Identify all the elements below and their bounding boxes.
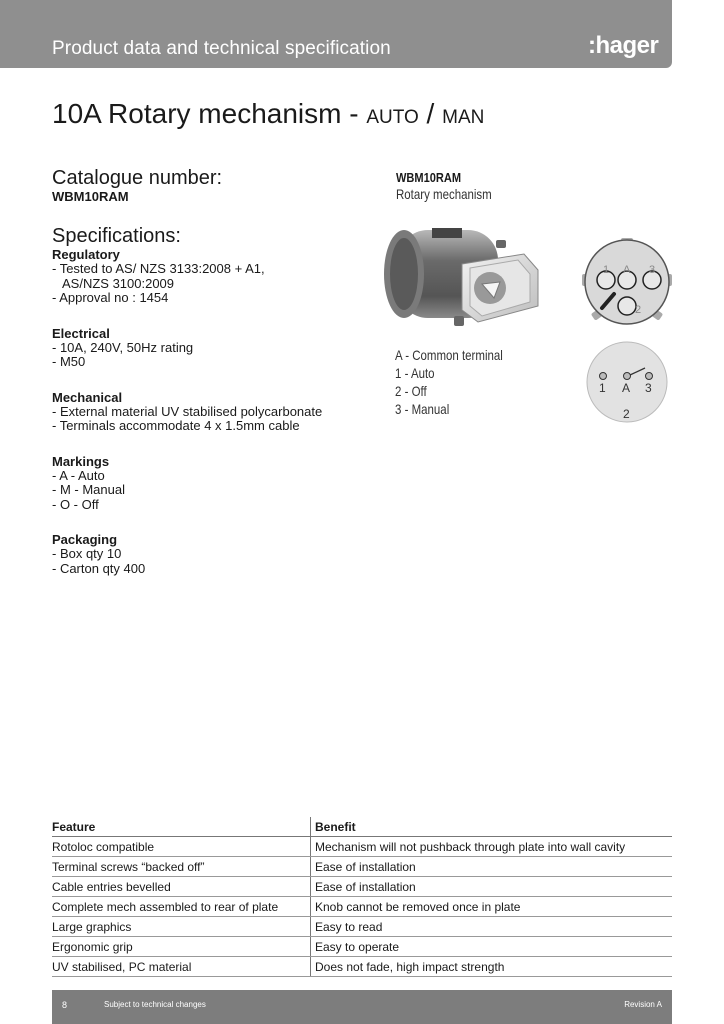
list-item: - External material UV stabilised polycarbonate bbox=[52, 403, 323, 419]
section-title: Mechanical bbox=[52, 389, 123, 405]
list-item: - 10A, 240V, 50Hz rating bbox=[52, 339, 194, 355]
feature-cell: Rotoloc compatible bbox=[52, 837, 311, 857]
page-title bbox=[52, 98, 484, 130]
legend-item: 1 - Auto bbox=[395, 365, 435, 381]
page-header bbox=[0, 0, 672, 68]
benefit-cell: Mechanism will not pushback through plate into wall cavity bbox=[311, 837, 673, 857]
switch-label-2: 2 bbox=[623, 407, 630, 421]
terminal-layout-diagram bbox=[578, 236, 676, 326]
title-main: 10A Rotary mechanism - bbox=[52, 98, 367, 129]
terminal-label-1: 1 bbox=[603, 264, 610, 276]
benefit-cell: Ease of installation bbox=[311, 877, 673, 897]
column-header-benefit: Benefit bbox=[311, 817, 673, 837]
feature-cell: Large graphics bbox=[52, 917, 311, 937]
page-number: 8 bbox=[62, 1000, 68, 1010]
specifications-column bbox=[52, 168, 382, 576]
electrical-section bbox=[52, 326, 382, 370]
table-row bbox=[52, 897, 672, 917]
list-item: - M50 bbox=[52, 354, 86, 369]
regulatory-section bbox=[52, 247, 382, 306]
table-row bbox=[52, 937, 672, 957]
benefit-cell: Knob cannot be removed once in plate bbox=[311, 897, 673, 917]
legend-item: 2 - Off bbox=[395, 383, 427, 399]
feature-cell: UV stabilised, PC material bbox=[52, 957, 311, 977]
legend-item: A - Common terminal bbox=[395, 347, 503, 363]
column-header-feature: Feature bbox=[52, 817, 311, 837]
benefit-cell: Ease of installation bbox=[311, 857, 673, 877]
switch-label-3: 3 bbox=[645, 381, 652, 395]
switch-schematic-diagram bbox=[585, 340, 669, 424]
title-auto: AUTO bbox=[366, 107, 419, 128]
feature-cell: Terminal screws “backed off” bbox=[52, 857, 311, 877]
legend-item: 3 - Manual bbox=[395, 401, 450, 417]
benefit-cell: Does not fade, high impact strength bbox=[311, 957, 673, 977]
specifications-heading: Specifications: bbox=[52, 225, 181, 247]
list-item: - Carton qty 400 bbox=[52, 560, 146, 576]
rotary-mechanism-photo bbox=[378, 218, 548, 336]
title-separator: / bbox=[418, 98, 443, 129]
list-item: - M - Manual bbox=[52, 482, 125, 497]
features-table bbox=[52, 817, 672, 977]
packaging-section bbox=[52, 532, 382, 576]
table-row bbox=[52, 837, 672, 857]
revision-label: Revision A bbox=[624, 1000, 662, 1009]
terminal-legend bbox=[395, 346, 526, 418]
feature-cell: Ergonomic grip bbox=[52, 937, 311, 957]
section-title: Regulatory bbox=[52, 247, 120, 262]
title-man: MAN bbox=[442, 107, 485, 128]
product-name: Rotary mechanism bbox=[396, 186, 492, 202]
switch-label-1: 1 bbox=[599, 381, 606, 395]
hager-logo: :hager bbox=[588, 32, 659, 59]
list-item: - O - Off bbox=[52, 496, 99, 512]
catalogue-heading: Catalogue number: bbox=[52, 167, 223, 189]
catalogue-number: WBM10RAM bbox=[52, 189, 129, 204]
list-item: - Box qty 10 bbox=[52, 546, 122, 561]
benefit-cell: Easy to read bbox=[311, 917, 673, 937]
list-item: - Terminals accommodate 4 x 1.5mm cable bbox=[52, 418, 300, 433]
section-title: Electrical bbox=[52, 325, 110, 341]
terminal-label-3: 3 bbox=[649, 264, 656, 276]
table-row bbox=[52, 917, 672, 937]
table-row bbox=[52, 957, 672, 977]
table-row bbox=[52, 877, 672, 897]
list-item: - Tested to AS/ NZS 3133:2008 + A1, bbox=[52, 261, 265, 276]
product-info bbox=[396, 170, 596, 203]
table-row bbox=[52, 857, 672, 877]
benefit-cell: Easy to operate bbox=[311, 937, 673, 957]
terminal-label-a: A bbox=[623, 264, 631, 276]
mechanical-section bbox=[52, 390, 382, 434]
switch-label-a: A bbox=[622, 381, 631, 395]
list-item: - Approval no : 1454 bbox=[52, 290, 169, 305]
markings-section bbox=[52, 454, 382, 513]
list-item: - A - Auto bbox=[52, 467, 105, 483]
section-title: Markings bbox=[52, 453, 110, 469]
header-title: Product data and technical specification bbox=[52, 38, 391, 59]
terminal-label-2: 2 bbox=[635, 304, 642, 316]
feature-cell: Cable entries bevelled bbox=[52, 877, 311, 897]
table-header-row bbox=[52, 817, 672, 837]
footer-note: Subject to technical changes bbox=[104, 1000, 206, 1009]
section-title: Packaging bbox=[52, 532, 118, 547]
list-item: AS/NZS 3100:2009 bbox=[62, 275, 175, 291]
page-footer bbox=[52, 990, 672, 1024]
feature-cell: Complete mech assembled to rear of plate bbox=[52, 897, 311, 917]
product-code: WBM10RAM bbox=[396, 170, 462, 185]
